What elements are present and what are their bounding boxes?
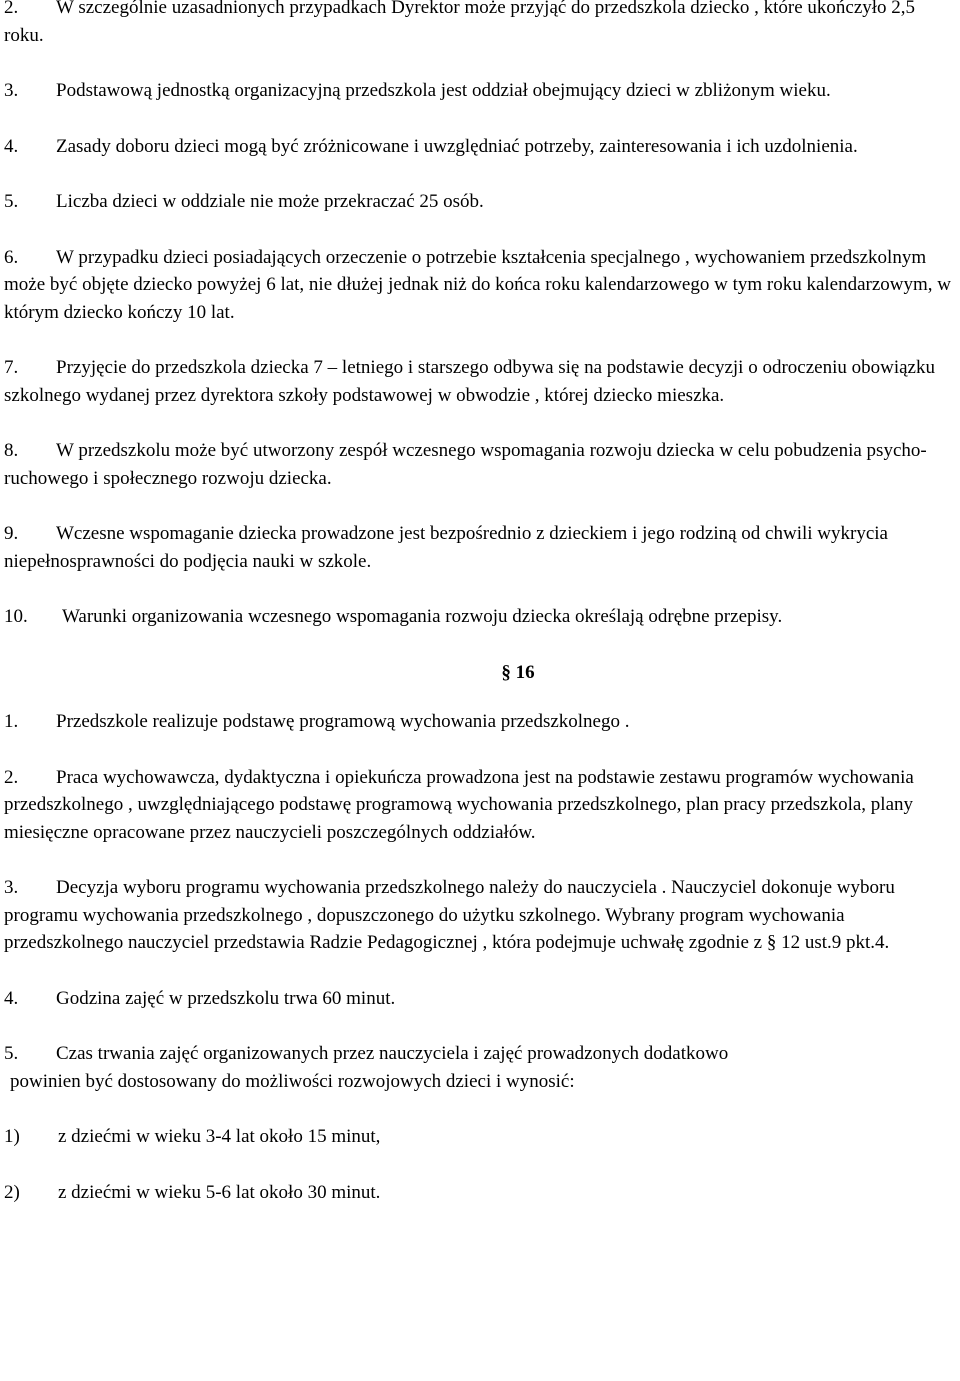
paragraph-number: 5. <box>4 191 19 212</box>
paragraph-9 <box>4 520 956 575</box>
paragraph-8 <box>4 437 956 492</box>
section-paragraph-4 <box>4 985 956 1013</box>
paragraph-text: W szczególnie uzasadnionych przypadkach Dyrektor może przyjąć do przedszkola dziecko , które ukończyło 2,5 roku. <box>4 0 916 46</box>
paragraph-number: 4. <box>4 987 19 1009</box>
paragraph-number: 2. <box>4 0 19 18</box>
paragraph-2 <box>4 0 956 49</box>
paragraph-text: Decyzja wyboru programu wychowania przedszkolnego należy do nauczyciela . Nauczyciel dokonuje wyboru programu wychowania przedszkolnego , dopuszczonego do użytku szkolnego. Wybrany program wychowania przedszkolnego nauczyciel przedstawia Radzie Pedagogicznej , która podejmuje uchwałę zgodnie z § 12 ust.9 pkt.4. <box>4 877 895 953</box>
paragraph-text: Przyjęcie do przedszkola dziecka 7 – letniego i starszego odbywa się na podstawie decyzji o odroczeniu obowiązku szkolnego wydanej przez dyrektora szkoły podstawowej w obwodzie , której dziecko mieszka. <box>4 357 935 406</box>
section-paragraph-1 <box>4 708 956 736</box>
paragraph-number: 3. <box>4 80 19 101</box>
paragraph-number: 9. <box>4 523 19 544</box>
paragraph-number: 3. <box>4 877 19 898</box>
paragraph-text: W przedszkolu może być utworzony zespół wczesnego wspomagania rozwoju dziecka w celu pobudzenia psycho-ruchowego i społecznego rozwoju dziecka. <box>4 440 927 489</box>
paragraph-text: Zasady doboru dzieci mogą być zróżnicowane i uwzględniać potrzeby, zainteresowania i ich uzdolnienia. <box>56 135 858 157</box>
paragraph-text: Warunki organizowania wczesnego wspomagania rozwoju dziecka określają odrębne przepisy. <box>62 606 783 627</box>
paragraph-3 <box>4 77 956 105</box>
paragraph-10 <box>4 603 956 631</box>
list-item-text: z dziećmi w wieku 3-4 lat około 15 minut, <box>58 1126 381 1147</box>
paragraph-text: Godzina zajęć w przedszkolu trwa 60 minut. <box>56 987 396 1009</box>
section-paragraph-5 <box>4 1040 956 1095</box>
paragraph-7 <box>4 354 956 409</box>
paragraph-text: Wczesne wspomaganie dziecka prowadzone jest bezpośrednio z dzieckiem i jego rodziną od chwili wykrycia niepełnosprawności do podjęcia nauki w szkole. <box>4 523 888 572</box>
paragraph-number: 1. <box>4 711 19 732</box>
paragraph-number: 10. <box>4 606 28 627</box>
section-paragraph-3 <box>4 874 956 957</box>
paragraph-text: Liczba dzieci w oddziale nie może przekraczać 25 osób. <box>56 191 484 212</box>
paragraph-text: Czas trwania zajęć organizowanych przez nauczyciela i zajęć prowadzonych dodatkowo <box>56 1043 729 1064</box>
paragraph-number: 6. <box>4 246 19 268</box>
paragraph-text: W przypadku dzieci posiadających orzeczenie o potrzebie kształcenia specjalnego , wychowaniem przedszkolnym może być objęte dziecko powyżej 6 lat, nie dłużej jednak niż do końca roku kalendarzowego w tym roku kalendarzowym, w którym dziecko kończy 10 lat. <box>4 246 952 323</box>
paragraph-number: 2. <box>4 766 19 788</box>
section-paragraph-2 <box>4 764 956 847</box>
list-item-2 <box>4 1179 956 1207</box>
document-page <box>4 0 956 1234</box>
list-item-1 <box>4 1123 956 1151</box>
paragraph-4 <box>4 133 956 161</box>
paragraph-5 <box>4 188 956 216</box>
paragraph-text: Praca wychowawcza, dydaktyczna i opiekuńcza prowadzona jest na podstawie zestawu programów wychowania przedszkolnego , uwzględniającego podstawę programową wychowania przedszkolnego, plan pracy przedszkola, plany miesięczne opracowane przez nauczycieli poszczególnych oddziałów. <box>4 766 914 843</box>
paragraph-number: 4. <box>4 135 19 157</box>
list-item-number: 2) <box>4 1181 20 1203</box>
paragraph-6 <box>4 244 956 327</box>
list-item-text: z dziećmi w wieku 5-6 lat około 30 minut. <box>58 1181 381 1203</box>
section-heading: § 16 <box>501 661 535 683</box>
paragraph-continuation: powinien być dostosowany do możliwości rozwojowych dzieci i wynosić: <box>10 1070 575 1092</box>
list-item-number: 1) <box>4 1126 20 1147</box>
paragraph-text: Przedszkole realizuje podstawę programową wychowania przedszkolnego . <box>56 711 630 732</box>
paragraph-number: 5. <box>4 1043 19 1064</box>
paragraph-text: Podstawową jednostką organizacyjną przedszkola jest oddział obejmujący dzieci w zbliżonym wieku. <box>56 80 831 101</box>
paragraph-number: 7. <box>4 357 19 378</box>
paragraph-number: 8. <box>4 440 19 461</box>
